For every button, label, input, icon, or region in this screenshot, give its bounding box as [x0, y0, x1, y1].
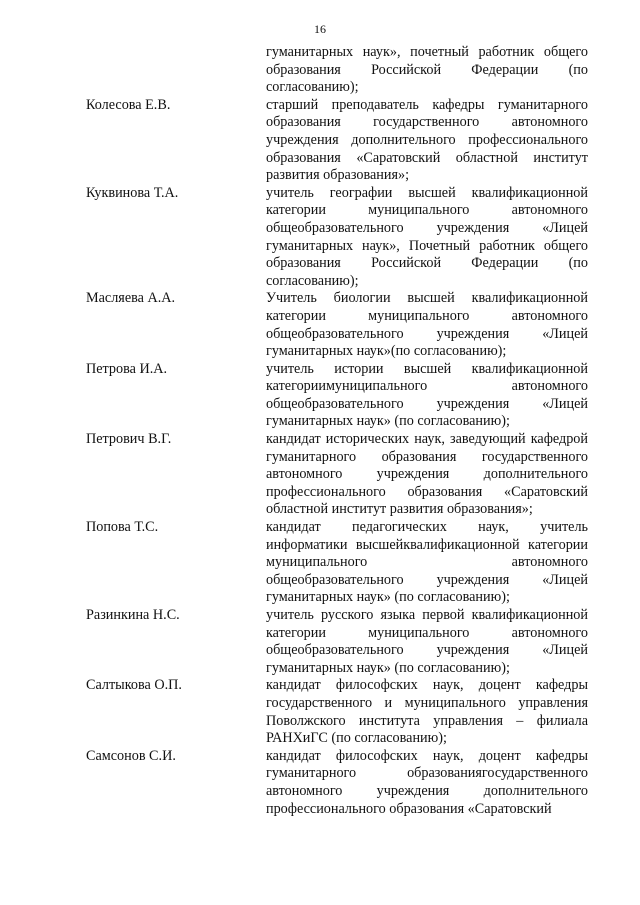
- entry-name: Попова Т.С.: [86, 519, 159, 536]
- entry-name: Петрович В.Г.: [86, 431, 172, 448]
- entry-name: [0, 44, 266, 97]
- entry-name: Куквинова Т.А.: [86, 184, 179, 201]
- list-item: [0, 290, 640, 360]
- page-number: 16: [314, 22, 326, 36]
- list-item: [0, 748, 640, 818]
- entry-name: Разинкина Н.С.: [86, 607, 180, 623]
- list-item: [0, 97, 640, 185]
- list-item: [0, 431, 640, 519]
- entry-description: кандидат философских наук, доцент кафедры гуманитарного образованиягосударственного автономного учреждения дополнительного профессионального образования «Саратовский: [266, 747, 588, 817]
- entry-description: кандидат философских наук, доцент кафедры государственного и муниципального управления Поволжского института управления – филиала РАНХиГС (по согласованию);: [266, 677, 588, 747]
- entry-description: учитель истории высшей квалификационной категориимуниципального автономного общеобразовательного учреждения «Лицей гуманитарных наук» (по согласованию);: [266, 360, 588, 430]
- entry-name: Петрова И.А.: [86, 360, 168, 377]
- list-item: [0, 185, 640, 291]
- entry-description: кандидат исторических наук, заведующий кафедрой гуманитарного образования государственного автономного учреждения дополнительного профессионального образования «Саратовский областной институт развития образования»;: [266, 431, 588, 518]
- entry-name: Колесова Е.В.: [86, 96, 171, 113]
- list-item: [0, 607, 640, 677]
- list-item: [0, 677, 640, 747]
- list-item: [0, 519, 640, 607]
- list-item: [0, 361, 640, 431]
- entry-description: кандидат педагогических наук, учитель информатики высшейквалификационной категории муниципального автономного общеобразовательного учреждения «Лицей гуманитарных наук» (по согласованию);: [266, 519, 588, 606]
- entry-description: учитель русского языка первой квалификационной категории муниципального автономного общеобразовательного учреждения «Лицей гуманитарных наук» (по согласованию);: [266, 607, 588, 676]
- entry-name: Масляева А.А.: [86, 290, 176, 307]
- entry-name: Салтыкова О.П.: [86, 677, 182, 694]
- entry-description: Учитель биологии высшей квалификационной категории муниципального автономного общеобразовательного учреждения «Лицей гуманитарных наук»(по согласованию);: [266, 290, 588, 360]
- entry-description: гуманитарных наук», почетный работник общего образования Российской Федерации (по согласованию);: [266, 44, 588, 96]
- entry-description: старший преподаватель кафедры гуманитарного образования государственного автономного учреждения дополнительного профессионального образования «Саратовский областной институт развития образования»;: [266, 96, 588, 184]
- member-list: [0, 44, 640, 818]
- entry-description: учитель географии высшей квалификационной категории муниципального автономного общеобразовательного учреждения «Лицей гуманитарных наук», Почетный работник общего образования Российской Федерации (по согласованию);: [266, 184, 588, 289]
- entry-name: Самсонов С.И.: [86, 747, 176, 764]
- continuation-entry: [0, 44, 640, 97]
